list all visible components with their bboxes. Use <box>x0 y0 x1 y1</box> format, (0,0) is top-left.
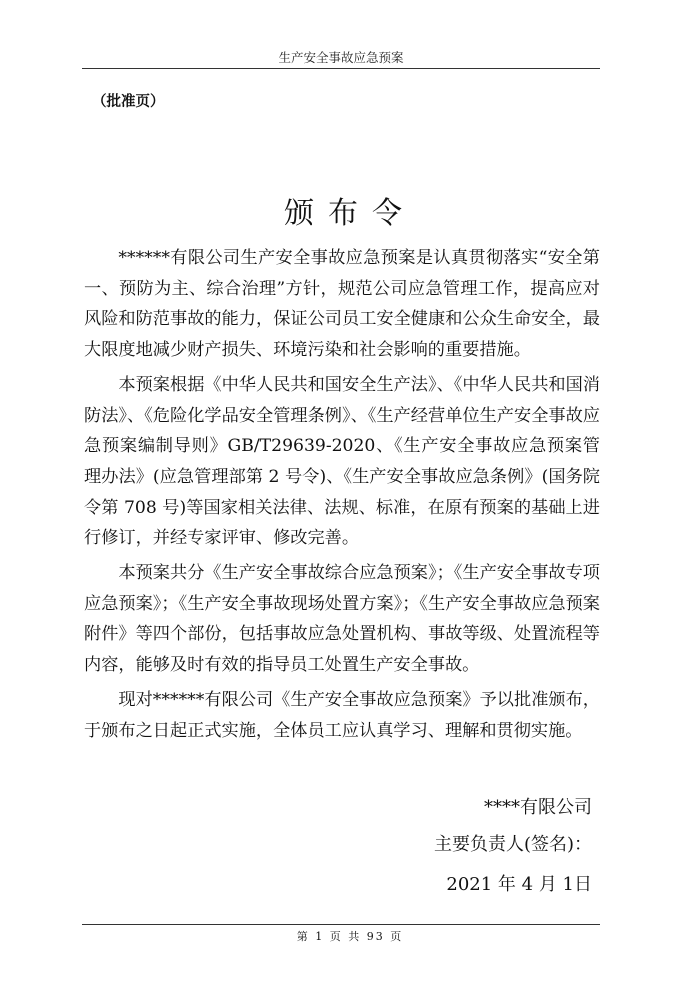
body-paragraph-3: 本预案共分《生产安全事故综合应急预案》；《生产安全事故专项应急预案》；《生产安全事故现场处置方案》；《生产安全事故应急预案附件》等四个部份，包括事故应急处置机构、事故等级、处置流程等内容，能够及时有效的指导员工处置生产安全事故。 <box>84 563 600 676</box>
body-paragraph-2: 本预案根据《中华人民共和国安全生产法》、《中华人民共和国消防法》、《危险化学品安全管理条例》、《生产经营单位生产安全事故应急预案编制导则》GB/T29639-2020、《生产安全事故应急预案管理办法》(应急管理部第 2 号令)、《生产安全事故应急条例》(国务院令第 708 号)等国家相关法律、法规、标准，在原有预案的基础上进行修订，并经专家评审、修改完善。 <box>84 374 600 549</box>
header-divider <box>82 68 600 69</box>
footer-divider <box>82 924 600 925</box>
signature-date: 2021 年 4 月 1日 <box>446 874 592 895</box>
page-header-title: 生产安全事故应急预案 <box>278 50 404 65</box>
page-number: 第 1 页 共 93 页 <box>296 930 404 943</box>
document-body <box>84 243 600 746</box>
body-paragraph-4: 现对******有限公司《生产安全事故应急预案》予以批准颁布，于颁布之日起正式实施，全体员工应认真学习、理解和贯彻实施。 <box>84 689 600 741</box>
signature-company: ****有限公司 <box>484 797 592 818</box>
document-title: 颁布令 <box>284 196 416 231</box>
signature-responsible: 主要负责人(签名)： <box>433 834 592 855</box>
body-paragraph-1: ******有限公司生产安全事故应急预案是认真贯彻落实“安全第一、预防为主、综合治理”方针，规范公司应急管理工作，提高应对风险和防范事故的能力，保证公司员工安全健康和公众生命安全，最大限度地减少财产损失、环境污染和社会影响的重要措施。 <box>84 248 600 361</box>
approval-label: （批准页） <box>92 93 165 110</box>
